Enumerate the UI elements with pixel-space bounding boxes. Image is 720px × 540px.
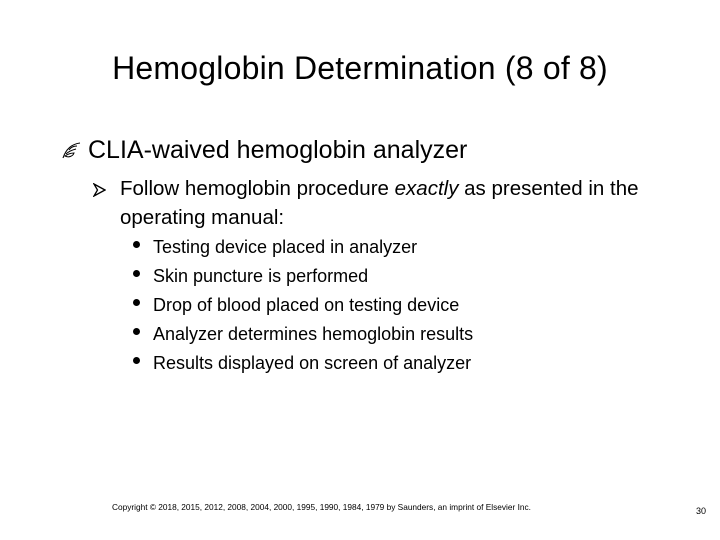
level3-text: Drop of blood placed on testing device [153,295,460,315]
level3-bullet-item [133,291,653,320]
level3-text: Analyzer determines hemoglobin results [153,324,474,344]
dot-bullet-icon [133,328,140,335]
dot-bullet-icon [133,299,140,306]
level3-text: Testing device placed in analyzer [153,237,418,257]
level2-emphasis: exactly [394,177,459,200]
slide-title: Hemoglobin Determination (8 of 8) [112,50,608,86]
dot-bullet-icon [133,241,140,248]
level3-text: Results displayed on screen of analyzer [153,353,472,373]
level1-text: CLIA-waived hemoglobin analyzer [88,136,468,164]
dot-bullet-icon [133,357,140,364]
level3-bullet-item [133,320,653,349]
copyright-footer: Copyright © 2018, 2015, 2012, 2008, 2004, 2000, 1995, 1990, 1984, 1979 by Saunders, an imprint of Elsevier Inc. [112,502,531,512]
level3-bullet-item [133,262,653,291]
level3-text: Skin puncture is performed [153,266,369,286]
leaf-bullet-icon [60,140,82,162]
page-number: 30 [695,506,706,516]
level2-text-end: as presented in the operating manual: [120,177,639,229]
level2-text-start: Follow hemoglobin procedure [120,177,395,200]
level3-bullet-list [133,233,653,378]
level3-bullet-item [133,349,653,378]
level3-bullet-item [133,233,653,262]
arrowhead-bullet-icon [93,183,106,197]
level2-text [120,174,680,232]
dot-bullet-icon [133,270,140,277]
